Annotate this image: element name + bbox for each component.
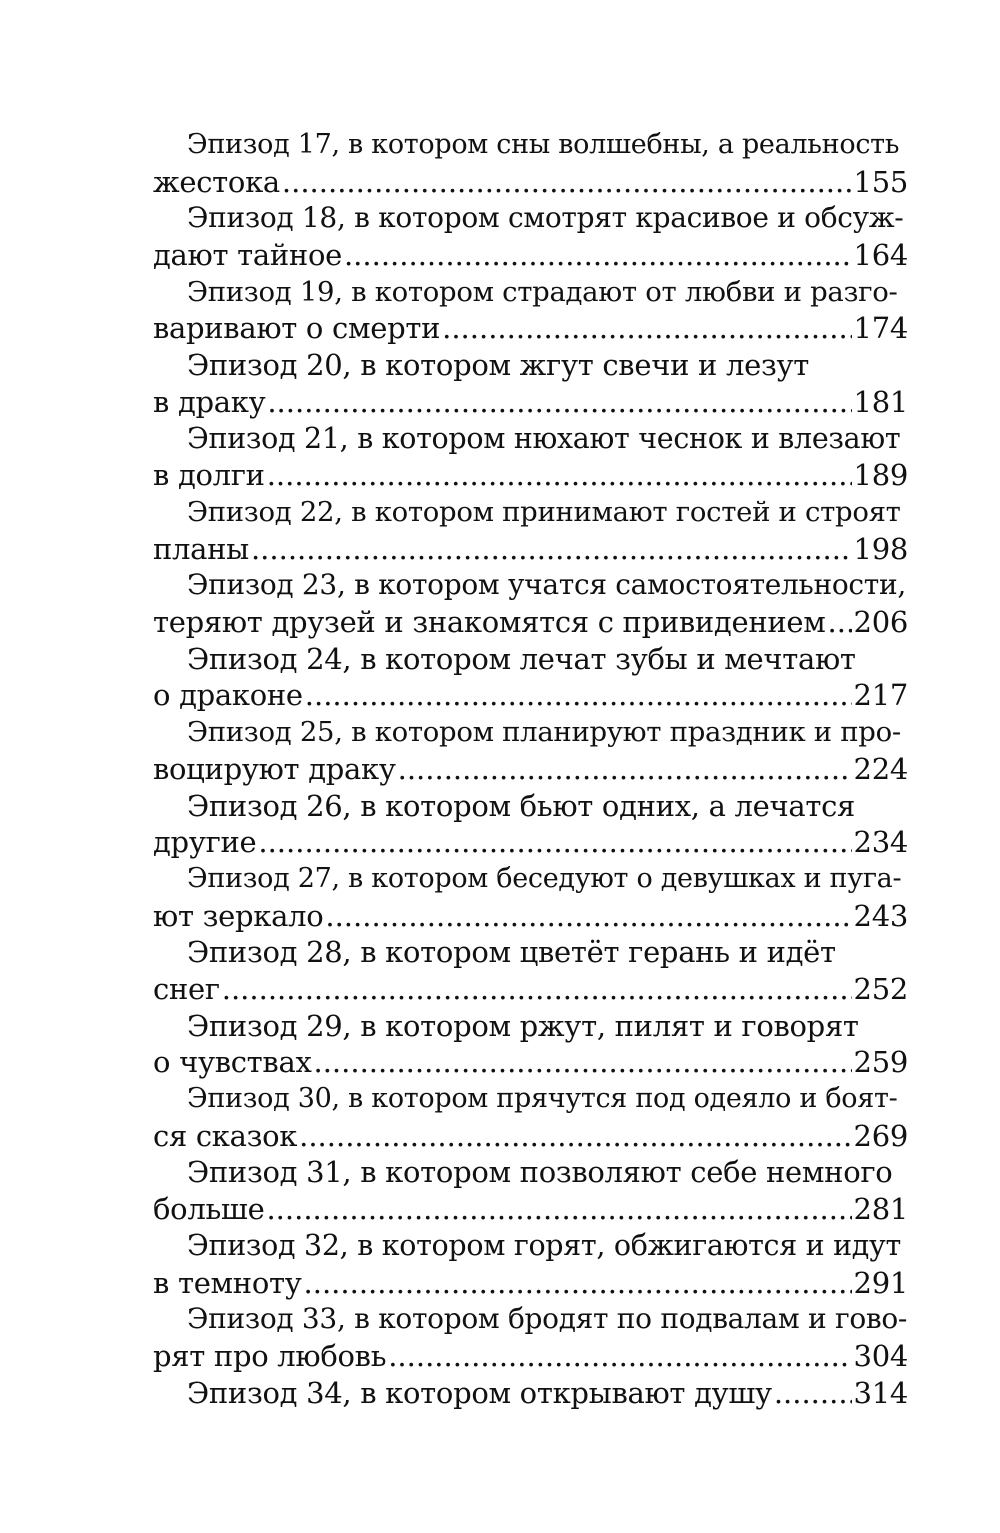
toc-page-number: 155 — [853, 164, 908, 199]
toc-entry-18 — [153, 200, 908, 273]
toc-entry-continuation-line — [153, 531, 908, 568]
toc-entry-title-cont: жестока — [153, 164, 280, 199]
toc-entry-34 — [153, 1375, 908, 1448]
toc-entry-title-cont: ют зеркало — [153, 898, 324, 933]
toc-entry-continuation-line — [153, 677, 908, 714]
dot-leader — [774, 1375, 852, 1412]
toc-entry-20 — [153, 347, 908, 420]
toc-entry-title-cont: снег — [153, 971, 220, 1006]
toc-entry-title: Эпизод 20, в котором жгут свечи и лезут — [187, 348, 809, 383]
toc-entry-title-cont: теряют друзей и знакомятся с привидением — [153, 605, 826, 640]
dot-leader — [267, 384, 851, 421]
toc-page-number: 164 — [853, 238, 908, 273]
toc-entry-title: Эпизод 28, в котором цветёт герань и идёт — [187, 935, 836, 970]
toc-entry-title-cont: планы — [153, 531, 249, 566]
toc-entry-23 — [153, 567, 908, 640]
toc-entry-continuation-line — [153, 457, 908, 494]
toc-entry-continuation-line — [153, 310, 908, 347]
toc-entry-continuation-line — [153, 164, 908, 201]
toc-entry-31 — [153, 1154, 908, 1227]
dot-leader — [442, 310, 851, 347]
table-of-contents — [153, 127, 908, 1448]
toc-entry-title: Эпизод 34, в котором открывают душу — [187, 1375, 772, 1410]
toc-entry-24 — [153, 641, 908, 714]
dot-leader — [299, 1118, 851, 1155]
toc-entry-title: Эпизод 18, в котором смотрят красивое и обсуж- — [187, 201, 904, 235]
toc-entry-continuation-line — [153, 1338, 908, 1375]
toc-entry-29 — [153, 1008, 908, 1081]
dot-leader — [344, 237, 852, 274]
toc-entry-title-cont: рят про любовь — [153, 1338, 387, 1373]
toc-entry-title-cont: в темноту — [153, 1265, 302, 1300]
toc-entry-title-cont: воцируют драку — [153, 751, 396, 786]
toc-entry-title-cont: больше — [153, 1192, 265, 1227]
dot-leader — [828, 604, 852, 641]
toc-entry-continuation-line — [153, 1265, 908, 1302]
toc-entry-title: Эпизод 31, в котором позволяют себе немного — [187, 1155, 893, 1190]
toc-entry-21 — [153, 421, 908, 494]
toc-page-number: 206 — [853, 605, 908, 640]
dot-leader — [282, 164, 852, 201]
dot-leader — [388, 1338, 851, 1375]
toc-entry-17 — [153, 127, 908, 200]
toc-entry-title: Эпизод 33, в котором бродят по подвалам и гово- — [187, 1302, 908, 1336]
toc-page-number: 224 — [853, 751, 908, 786]
toc-entry-title: Эпизод 19, в котором страдают от любви и разго- — [187, 275, 898, 308]
toc-entry-22 — [153, 494, 908, 567]
toc-entry-28 — [153, 934, 908, 1007]
toc-entry-title-cont: ся сказок — [153, 1118, 298, 1153]
toc-entry-title: Эпизод 29, в котором ржут, пилят и говорят — [187, 1008, 859, 1043]
toc-entry-25 — [153, 714, 908, 787]
toc-entry-continuation-line — [153, 971, 908, 1008]
dot-leader — [304, 1265, 852, 1302]
dot-leader — [398, 751, 852, 788]
dot-leader — [222, 971, 852, 1008]
toc-page-number: 189 — [853, 458, 908, 493]
toc-entry-title-cont: дают тайное — [153, 238, 342, 273]
toc-entry-title: Эпизод 27, в котором беседуют о девушках и пуга- — [187, 862, 902, 894]
toc-page-number: 259 — [853, 1045, 908, 1080]
toc-entry-continuation-line — [153, 1044, 908, 1081]
toc-entry-title-cont: другие — [153, 825, 257, 860]
toc-entry-continuation-line — [153, 1191, 908, 1228]
toc-entry-continuation-line — [153, 898, 908, 935]
toc-page-number: 198 — [853, 531, 908, 566]
toc-entry-title-cont: варивают о смерти — [153, 311, 441, 346]
dot-leader — [305, 677, 852, 714]
dot-leader — [258, 824, 851, 861]
toc-entry-title-cont: в драку — [153, 384, 266, 419]
dot-leader — [251, 531, 852, 568]
dot-leader — [266, 1191, 851, 1228]
toc-page-number: 181 — [853, 384, 908, 419]
toc-entry-single-line — [153, 1375, 908, 1412]
toc-page-number: 252 — [853, 971, 908, 1006]
toc-page-number: 281 — [853, 1192, 908, 1227]
toc-entry-title: Эпизод 23, в котором учатся самостоятельности, — [187, 568, 906, 602]
toc-entry-title: Эпизод 30, в котором прячутся под одеяло и боят- — [187, 1083, 898, 1115]
toc-page-number: 291 — [853, 1265, 908, 1300]
toc-entry-title-cont: о чувствах — [153, 1045, 312, 1080]
dot-leader — [314, 1044, 852, 1081]
toc-page-number: 217 — [853, 678, 908, 713]
dot-leader — [267, 457, 852, 494]
toc-entry-title: Эпизод 32, в котором горят, обжигаются и идут — [187, 1228, 901, 1262]
toc-page-number: 314 — [853, 1375, 908, 1410]
toc-entry-30 — [153, 1081, 908, 1154]
toc-entry-continuation-line — [153, 237, 908, 274]
toc-page-number: 243 — [853, 898, 908, 933]
toc-entry-33 — [153, 1301, 908, 1374]
toc-page-number: 234 — [853, 825, 908, 860]
toc-entry-title-cont: о драконе — [153, 678, 303, 713]
toc-page-number: 269 — [853, 1118, 908, 1153]
toc-entry-title: Эпизод 24, в котором лечат зубы и мечтают — [187, 641, 856, 676]
toc-entry-title: Эпизод 21, в котором нюхают чеснок и влезают — [187, 421, 901, 455]
toc-entry-continuation-line — [153, 824, 908, 861]
toc-entry-26 — [153, 788, 908, 861]
toc-entry-title-cont: в долги — [153, 458, 265, 493]
toc-page-number: 174 — [853, 311, 908, 346]
toc-entry-title: Эпизод 26, в котором бьют одних, а лечатся — [187, 788, 856, 823]
toc-entry-continuation-line — [153, 751, 908, 788]
toc-entry-19 — [153, 274, 908, 347]
toc-entry-continuation-line — [153, 604, 908, 641]
toc-entry-title: Эпизод 17, в котором сны волшебны, а реальность — [187, 129, 900, 160]
toc-entry-continuation-line — [153, 1118, 908, 1155]
toc-entry-title: Эпизод 22, в котором принимают гостей и строят — [187, 495, 901, 528]
dot-leader — [325, 898, 851, 935]
toc-entry-title: Эпизод 25, в котором планируют праздник и про- — [187, 716, 901, 749]
toc-page-number: 304 — [853, 1338, 908, 1373]
toc-entry-continuation-line — [153, 384, 908, 421]
toc-entry-27 — [153, 861, 908, 934]
toc-entry-32 — [153, 1228, 908, 1301]
